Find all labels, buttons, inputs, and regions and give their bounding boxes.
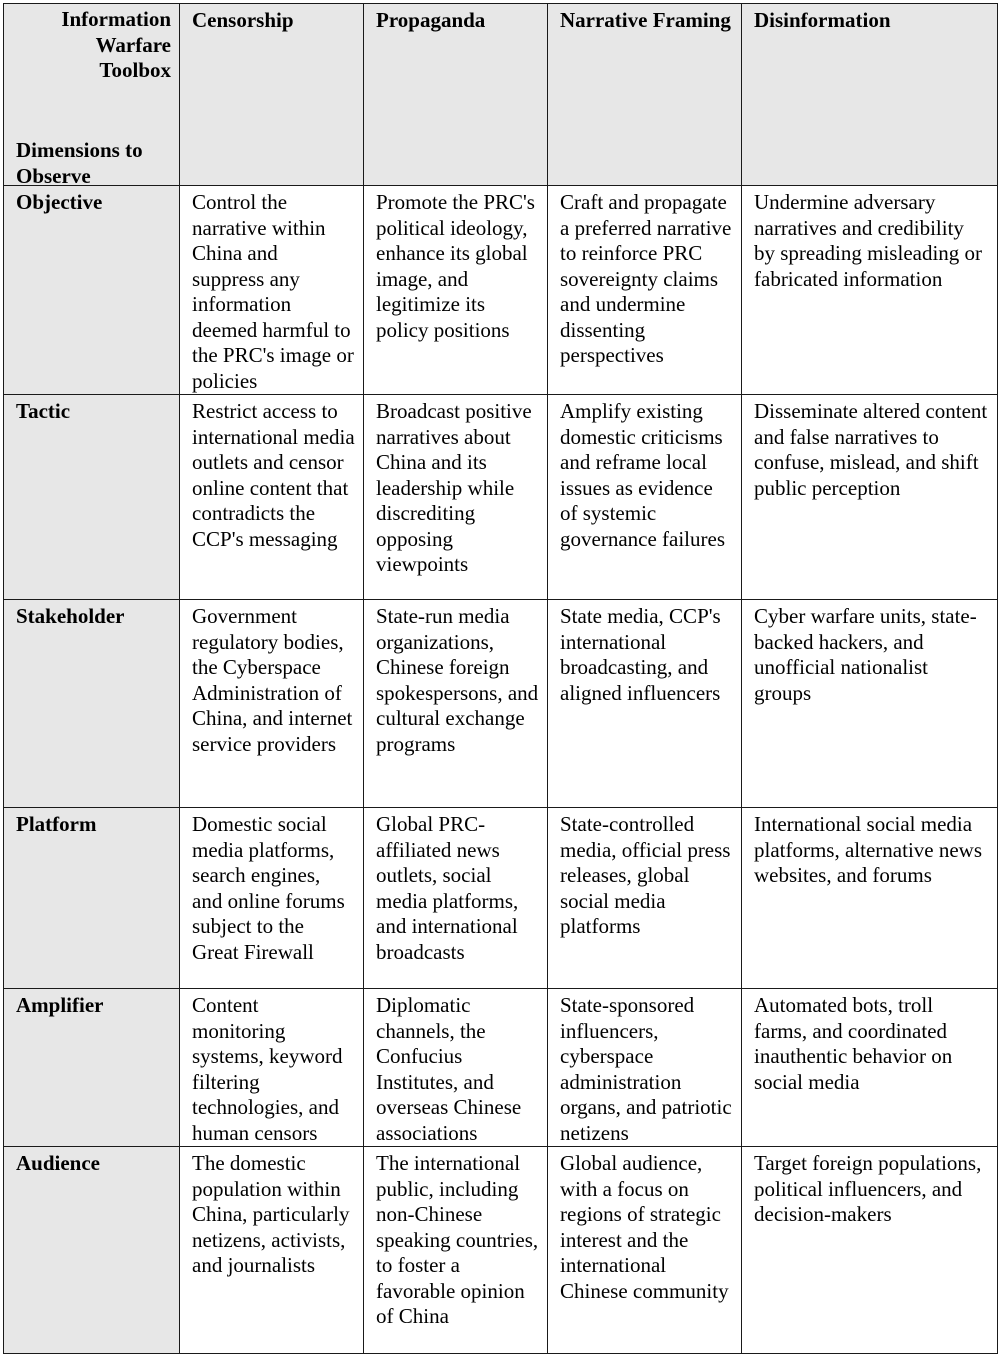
row-header-tactic: Tactic (4, 395, 180, 600)
table-cell: Domestic social media platforms, search engines, and online forums subject to the Great Firewall (180, 808, 364, 989)
table-cell: State-run media organizations, Chinese foreign spokespersons, and cultural exchange programs (364, 600, 548, 808)
toolbox-label-line: Warfare (95, 32, 171, 57)
table-cell: State-controlled media, official press releases, global social media platforms (548, 808, 742, 989)
table-cell: Amplify existing domestic criticisms and reframe local issues as evidence of systemic governance failures (548, 395, 742, 600)
table-cell: Government regulatory bodies, the Cyberspace Administration of China, and internet service providers (180, 600, 364, 808)
table-row-objective (4, 186, 998, 395)
table-row-audience (4, 1147, 998, 1354)
table-cell: Target foreign populations, political influencers, and decision-makers (742, 1147, 998, 1354)
table-cell: Content monitoring systems, keyword filtering technologies, and human censors (180, 989, 364, 1147)
column-header-censorship: Censorship (180, 4, 364, 186)
table-cell: The international public, including non-Chinese speaking countries, to foster a favorable opinion of China (364, 1147, 548, 1354)
dimensions-label (16, 138, 143, 186)
corner-header-cell (4, 4, 180, 186)
row-header-stakeholder: Stakeholder (4, 600, 180, 808)
information-warfare-table (3, 3, 998, 1354)
table-row-tactic (4, 395, 998, 600)
table-cell: Cyber warfare units, state-backed hackers, and unofficial nationalist groups (742, 600, 998, 808)
table-row-stakeholder (4, 600, 998, 808)
toolbox-label-line: Information (61, 7, 171, 31)
row-header-amplifier: Amplifier (4, 989, 180, 1147)
column-header-propaganda: Propaganda (364, 4, 548, 186)
table-row-amplifier (4, 989, 998, 1147)
column-header-disinformation: Disinformation (742, 4, 998, 186)
table-cell: Diplomatic channels, the Confucius Institutes, and overseas Chinese associations (364, 989, 548, 1147)
table-cell: Broadcast positive narratives about China and its leadership while discrediting opposing viewpoints (364, 395, 548, 600)
table-cell: Undermine adversary narratives and credibility by spreading misleading or fabricated information (742, 186, 998, 395)
table-cell: Automated bots, troll farms, and coordinated inauthentic behavior on social media (742, 989, 998, 1147)
table-cell: Promote the PRC's political ideology, enhance its global image, and legitimize its policy positions (364, 186, 548, 395)
table-cell: Global PRC-affiliated news outlets, social media platforms, and international broadcasts (364, 808, 548, 989)
header-row (4, 4, 998, 186)
dimensions-label-line: Dimensions to (16, 138, 143, 162)
table-cell: State-sponsored influencers, cyberspace administration organs, and patriotic netizens (548, 989, 742, 1147)
row-header-objective: Objective (4, 186, 180, 395)
table-row-platform (4, 808, 998, 989)
column-header-narrative-framing: Narrative Framing (548, 4, 742, 186)
table-cell: State media, CCP's international broadcasting, and aligned influencers (548, 600, 742, 808)
table-cell: Control the narrative within China and suppress any information deemed harmful to the PRC's image or policies (180, 186, 364, 395)
table-cell: Restrict access to international media outlets and censor online content that contradicts the CCP's messaging (180, 395, 364, 600)
table-cell: Global audience, with a focus on regions of strategic interest and the international Chinese community (548, 1147, 742, 1354)
row-header-audience: Audience (4, 1147, 180, 1354)
table-cell: International social media platforms, alternative news websites, and forums (742, 808, 998, 989)
toolbox-label-line: Toolbox (99, 58, 171, 82)
row-header-platform: Platform (4, 808, 180, 989)
dimensions-label-line: Observe (16, 163, 91, 186)
toolbox-label (61, 7, 171, 84)
table-cell: The domestic population within China, particularly netizens, activists, and journalists (180, 1147, 364, 1354)
table-cell: Disseminate altered content and false narratives to confuse, mislead, and shift public perception (742, 395, 998, 600)
table-cell: Craft and propagate a preferred narrative to reinforce PRC sovereignty claims and undermine dissenting perspectives (548, 186, 742, 395)
